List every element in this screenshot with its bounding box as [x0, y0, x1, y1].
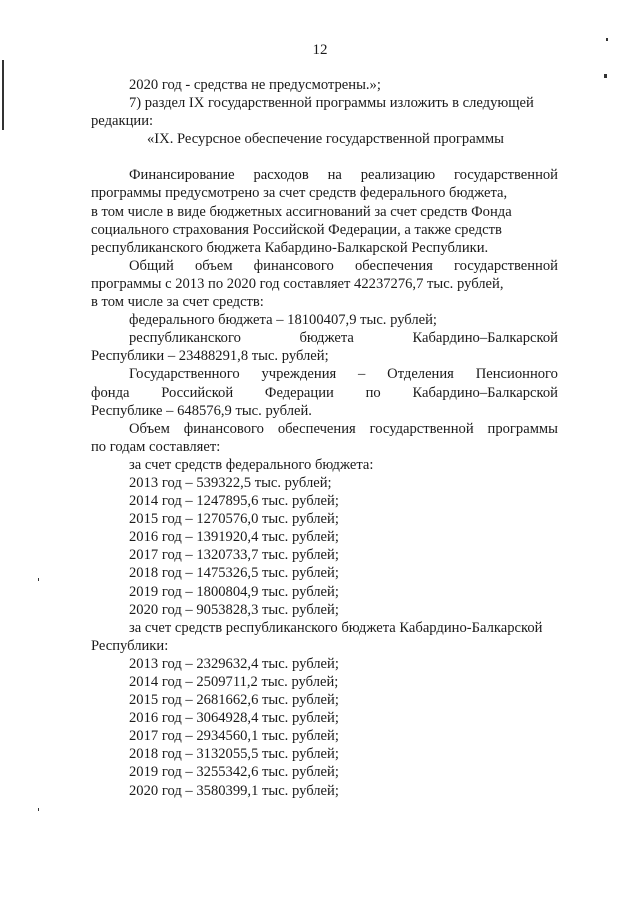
text-line: 2020 год - средства не предусмотрены.»; — [129, 77, 381, 93]
pension-total-line — [91, 365, 558, 383]
paragraph-line: программы предусмотрено за счет средств федерального бюджета, — [91, 185, 508, 202]
scan-edge-mark — [2, 60, 4, 130]
republican-total-line: Республики – 23488291,8 тыс. рублей; — [91, 348, 329, 365]
federal-year-item: 2016 год – 1391920,4 тыс. рублей; — [129, 529, 339, 546]
word: обеспечения — [277, 420, 356, 437]
republican-year-item: 2019 год – 3255342,6 тыс. рублей; — [129, 764, 339, 781]
republican-total-line — [91, 329, 558, 347]
section-title: «IX. Ресурсное обеспечение государственной программы — [147, 131, 504, 148]
federal-total-line: федерального бюджета – 18100407,9 тыс. рублей; — [129, 312, 437, 329]
paragraph-line — [91, 257, 558, 275]
word: государственной — [453, 257, 558, 274]
word: Кабардино–Балкарской — [412, 330, 558, 347]
word: Российской — [161, 384, 234, 401]
spacer — [91, 148, 558, 166]
federal-year-item: 2014 год – 1247895,6 тыс. рублей; — [129, 493, 339, 510]
word: бюджета — [299, 330, 354, 347]
word: – — [358, 366, 366, 383]
federal-year-item: 2020 год – 9053828,3 тыс. рублей; — [129, 601, 339, 618]
paragraph-line: программы с 2013 по 2020 год составляет 42237276,7 тыс. рублей, — [91, 275, 504, 292]
scan-dot-mark — [38, 578, 39, 581]
word: республиканского — [129, 330, 241, 347]
paragraph-line: по годам составляет: — [91, 438, 221, 455]
federal-year-item: 2015 год – 1270576,0 тыс. рублей; — [129, 511, 339, 528]
word: учреждения — [261, 366, 337, 383]
word: Объем — [129, 420, 170, 437]
paragraph-line: социального страхования Российской Федерации, а также средств — [91, 221, 502, 238]
word: Пенсионного — [475, 366, 558, 383]
text-line: редакции: — [91, 113, 154, 130]
paragraph-line: республиканского бюджета Кабардино-Балкарской Республики. — [91, 239, 489, 256]
word: Отделения — [387, 366, 454, 383]
document-body — [91, 76, 558, 800]
federal-year-item: 2019 год – 1800804,9 тыс. рублей; — [129, 583, 339, 600]
pension-total-line: Республике – 648576,9 тыс. рублей. — [91, 402, 312, 419]
word: Кабардино–Балкарской — [412, 384, 558, 401]
word: по — [365, 384, 381, 401]
word: Финансирование — [129, 167, 235, 184]
pension-total-line — [91, 384, 558, 402]
federal-year-item: 2018 год – 1475326,5 тыс. рублей; — [129, 565, 339, 582]
republican-year-item: 2020 год – 3580399,1 тыс. рублей; — [129, 782, 339, 799]
republican-year-item: 2014 год – 2509711,2 тыс. рублей; — [129, 674, 339, 690]
republican-heading: Республики: — [91, 637, 169, 654]
scan-dot-mark — [604, 74, 607, 78]
paragraph-line — [91, 166, 558, 184]
word: на — [327, 167, 342, 184]
republican-year-item: 2013 год – 2329632,4 тыс. рублей; — [129, 655, 339, 672]
paragraph-line — [91, 420, 558, 438]
scan-dot-mark — [606, 38, 608, 41]
page-number: 12 — [312, 42, 328, 58]
word: обеспечения — [354, 257, 433, 274]
text-line: 7) раздел IX государственной программы изложить в следующей — [129, 95, 534, 112]
federal-heading: за счет средств федерального бюджета: — [129, 456, 374, 473]
republican-year-item: 2017 год – 2934560,1 тыс. рублей; — [129, 728, 339, 745]
republican-year-item: 2015 год – 2681662,6 тыс. рублей; — [129, 692, 339, 709]
federal-year-item: 2017 год – 1320733,7 тыс. рублей; — [129, 547, 339, 564]
republican-heading: за счет средств республиканского бюджета Кабардино-Балкарской — [129, 619, 543, 636]
word: фонда — [91, 384, 130, 401]
word: государственной — [453, 167, 558, 184]
paragraph-line: в том числе в виде бюджетных ассигнований за счет средств Фонда — [91, 203, 512, 220]
scan-dot-mark — [38, 808, 39, 811]
word: программы — [487, 420, 558, 437]
word: реализацию — [360, 167, 436, 184]
word: государственной — [369, 420, 474, 437]
word: Государственного — [129, 366, 240, 383]
word: Общий — [129, 257, 174, 274]
republican-year-item: 2018 год – 3132055,5 тыс. рублей; — [129, 746, 339, 763]
word: расходов — [253, 167, 309, 184]
federal-year-item: 2013 год – 539322,5 тыс. рублей; — [129, 474, 332, 491]
word: финансового — [183, 420, 264, 437]
word: Федерации — [264, 384, 334, 401]
word: финансового — [253, 257, 334, 274]
republican-year-item: 2016 год – 3064928,4 тыс. рублей; — [129, 710, 339, 727]
word: объем — [194, 257, 233, 274]
paragraph-line: в том числе за счет средств: — [91, 294, 264, 311]
